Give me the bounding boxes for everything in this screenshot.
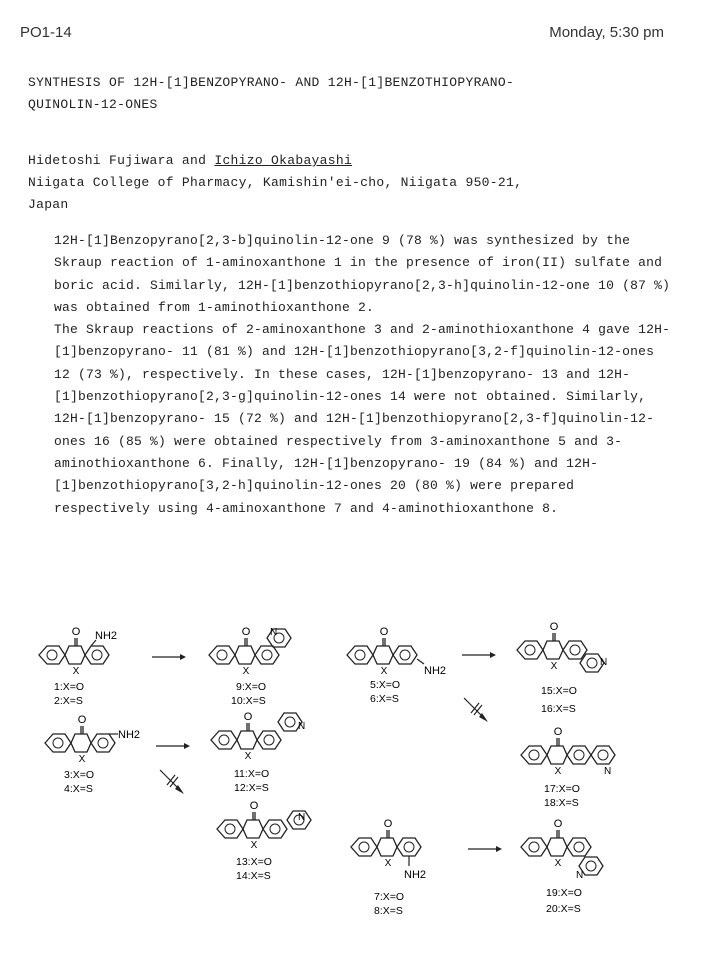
carbonyl-o: O [549,621,559,633]
ring-n: N [576,870,584,881]
title-line-1: SYNTHESIS OF 12H-[1]BENZOPYRANO- AND 12H-[1]BENZOTHIOPYRANO- [28,75,515,90]
label-6: 6:X=S [370,693,399,705]
structure-19-20 [521,818,603,881]
label-14: 14:X=S [236,870,271,882]
label-1: 1:X=O [54,681,85,693]
structure-11-12 [211,711,305,762]
hetero-x: X [72,666,80,677]
author-block [28,150,522,216]
blocked-reaction-arrow [160,770,184,794]
structure-3-4 [45,714,140,765]
reaction-arrow [152,654,186,660]
carbonyl-o: O [77,714,87,726]
label-7: 7:X=O [374,891,405,903]
label-15: 15:X=O [541,685,577,697]
reaction-arrow [156,743,190,749]
label-4: 4:X=S [64,783,93,795]
label-18: 18:X=S [544,797,579,809]
label-12: 12:X=S [234,782,269,794]
carbonyl-o: O [553,726,563,738]
structure-13-14 [217,800,311,851]
amino-group: NH2 [424,665,447,677]
hetero-x: X [550,661,558,672]
label-10: 10:X=S [231,695,266,707]
label-9: 9:X=O [236,681,267,693]
structure-5-6 [347,626,446,677]
label-13: 13:X=O [236,856,272,868]
carbonyl-o: O [249,800,259,812]
hetero-x: X [380,666,388,677]
amino-group: NH2 [95,630,118,642]
label-5: 5:X=O [370,679,401,691]
hetero-x: X [384,858,392,869]
hetero-x: X [244,751,252,762]
structure-15-16 [517,621,607,672]
reaction-arrow [462,652,496,658]
ring-n: N [270,627,278,638]
reaction-arrow [468,846,502,852]
abstract-paragraph-2: The Skraup reactions of 2-aminoxanthone 3 and 2-aminothioxanthone 4 gave 12H-[1]benzopyrano- 11 (81 %) and 12H-[1]benzothiopyrano[3,2-f]quinolin-12-ones 12 (73 %), respectively. In these cases, 12H-[1]benzopyrano- 13 and 12H-[1]benzothiopyrano[2,3-g]quinolin-12-ones 14 were not obtained. Similarly, 12H-[1]benzopyrano- 15 (72 %) and 12H-[1]benzothiopyrano[2,3-f]quinolin-12-ones 16 (85 %) were obtained respectively from 3-aminoxanthone 5 and 3-aminothioxanthone 6. Finally, 12H-[1]benzopyrano- 19 (84 %) and 12H-[1]benzothiopyrano[3,2-h]quinolin-12-ones 20 (80 %) were prepared respectively using 4-aminoxanthone 7 and 4-aminothioxanthone 8. [54,322,671,516]
structure-17-18 [521,726,615,777]
affiliation-line-2: Japan [28,197,69,212]
ring-n: N [604,766,612,777]
label-20: 20:X=S [546,903,581,915]
hetero-x: X [250,840,258,851]
amino-group: NH2 [404,869,427,881]
carbonyl-o: O [553,818,563,830]
hetero-x: X [554,766,562,777]
label-11: 11:X=O [234,768,270,780]
structure-1-2 [39,626,117,677]
carbonyl-o: O [379,626,389,638]
author-2-presenter: Ichizo Okabayashi [214,153,353,168]
session-time: Monday, 5:30 pm [549,24,664,41]
carbonyl-o: O [243,711,253,723]
ring-n: N [298,812,306,823]
reaction-scheme [0,620,704,976]
structure-7-8 [351,818,426,881]
session-code: PO1-14 [20,24,72,41]
hetero-x: X [78,754,86,765]
title-line-2: QUINOLIN-12-ONES [28,97,158,112]
structure-9-10 [209,626,291,677]
label-19: 19:X=O [546,887,582,899]
author-1: Hidetoshi Fujiwara and [28,153,215,168]
paper-title [28,72,514,116]
label-17: 17:X=O [544,783,580,795]
ring-n: N [298,721,306,732]
label-3: 3:X=O [64,769,95,781]
hetero-x: X [554,858,562,869]
abstract [34,230,674,520]
affiliation-line-1: Niigata College of Pharmacy, Kamishin'ei-cho, Niigata 950-21, [28,175,523,190]
author-line [28,150,522,172]
amino-group: NH2 [118,729,141,741]
carbonyl-o: O [241,626,251,638]
hetero-x: X [242,666,250,677]
ring-n: N [600,657,608,668]
abstract-paragraph-1: 12H-[1]Benzopyrano[2,3-b]quinolin-12-one 9 (78 %) was synthesized by the Skraup reaction of 1-aminoxanthone 1 in the presence of iron(II) sulfate and boric acid. Similarly, 12H-[1]benzothiopyrano[2,3-h]quinolin-12-one 10 (87 %) was obtained from 1-aminothioxanthone 2. [54,233,671,315]
label-2: 2:X=S [54,695,83,707]
blocked-reaction-arrow [464,698,488,722]
label-8: 8:X=S [374,905,403,917]
label-16: 16:X=S [541,703,576,715]
carbonyl-o: O [383,818,393,830]
carbonyl-o: O [71,626,81,638]
